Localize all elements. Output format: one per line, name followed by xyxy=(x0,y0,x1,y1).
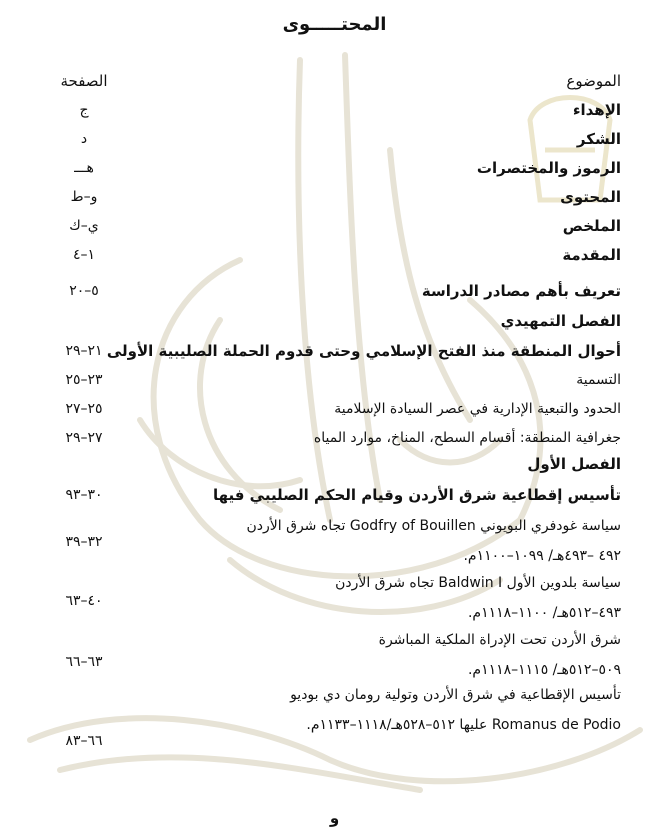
toc-subject: سياسة بلدوين الأول Baldwin I تجاه شرق الأردن xyxy=(335,575,621,591)
toc-row xyxy=(44,126,621,152)
toc-row xyxy=(44,683,621,749)
toc-subject-dates: ٤٩٣–٥١٢هـ/ ١١٠٠–١١١٨م. xyxy=(467,605,621,621)
page-folio: و xyxy=(329,809,340,827)
subject-column-header: الموضوع xyxy=(566,72,621,90)
toc-row xyxy=(44,213,621,239)
toc-page: ٥–٢٠ xyxy=(69,283,99,299)
toc-row xyxy=(44,628,621,684)
toc-page: ٤٠–٦٣ xyxy=(65,593,103,609)
toc-page: ٣٠–٩٣ xyxy=(65,487,103,503)
toc-row xyxy=(44,155,621,181)
toc-subject: شرق الأردن تحت الإدراة الملكية المباشرة xyxy=(378,632,621,648)
toc-row xyxy=(44,97,621,123)
toc-row xyxy=(44,425,621,451)
toc-subject: الإهداء xyxy=(572,101,621,119)
toc-page: هـــ xyxy=(74,160,94,176)
toc-row xyxy=(44,451,621,477)
toc-page: ٣٢–٣٩ xyxy=(65,534,103,550)
toc-page: ٦٦–٨٣ xyxy=(65,733,103,749)
toc-subject: سياسة غودفري البويوني Godfry of Bouillen تجاه شرق الأردن xyxy=(246,518,621,534)
toc-subject: الشكر xyxy=(576,130,621,148)
toc-subject: الحدود والتبعية الإدارية في عصر السيادة الإسلامية xyxy=(334,401,621,417)
toc-subject: الرموز والمختصرات xyxy=(476,159,621,177)
toc-page: و–ط xyxy=(70,189,98,205)
toc-row xyxy=(44,278,621,304)
toc-subject: التسمية xyxy=(576,372,621,388)
toc-row xyxy=(44,571,621,627)
toc-subject: تعريف بأهم مصادر الدراسة xyxy=(421,282,621,300)
toc-row xyxy=(44,482,621,508)
toc-subject: تأسيس الإقطاعية في شرق الأردن وتولية رومان دي بوديو xyxy=(290,687,621,703)
toc-page: ٢٧–٢٩ xyxy=(65,430,103,446)
toc-row xyxy=(44,514,621,570)
toc-page: ي–ك xyxy=(69,218,99,234)
toc-row xyxy=(44,308,621,334)
toc-subject: أحوال المنطقة منذ الفتح الإسلامي وحتى قدوم الحملة الصليبية الأولى xyxy=(106,342,621,360)
toc-row xyxy=(44,242,621,268)
toc-row xyxy=(44,338,621,364)
toc-row xyxy=(44,396,621,422)
toc-subject: جغرافية المنطقة: أقسام السطح، المناخ، موارد المياه xyxy=(313,430,621,446)
toc-subject-dates: ٤٩٢ –٤٩٣هـ/ ١٠٩٩–١١٠٠م. xyxy=(463,548,621,564)
toc-section-heading: الفصل الأول xyxy=(527,455,621,473)
toc-subject: الملخص xyxy=(562,217,621,235)
toc-page: ٦٣–٦٦ xyxy=(65,654,103,670)
toc-subject-dates: Romanus de Podio عليها ٥١٢–٥٢٨هـ/١١١٨–١١٣٣م. xyxy=(306,717,621,733)
toc-subject: المقدمة xyxy=(562,246,621,264)
toc-page: ٢٣–٢٥ xyxy=(65,372,103,388)
toc-row xyxy=(44,184,621,210)
toc-page: ٢٥–٢٧ xyxy=(65,401,103,417)
toc-subject: المحتوى xyxy=(560,188,621,206)
toc-row xyxy=(44,367,621,393)
page-column-header: الصفحة xyxy=(60,72,108,90)
toc-page: ١–٤ xyxy=(72,247,96,263)
toc-section-heading: الفصل التمهيدي xyxy=(500,312,621,330)
page-title: المحتـــــوى xyxy=(282,14,387,35)
toc-subject-dates: ٥٠٩–٥١٢هـ/ ١١١٥–١١١٨م. xyxy=(467,662,621,678)
toc-subject: تأسيس إقطاعية شرق الأردن وقيام الحكم الصليبي فيها xyxy=(212,486,621,504)
toc-page: ج xyxy=(79,102,89,118)
toc-page: ٢١–٢٩ xyxy=(65,343,103,359)
toc-page: د xyxy=(80,131,88,147)
